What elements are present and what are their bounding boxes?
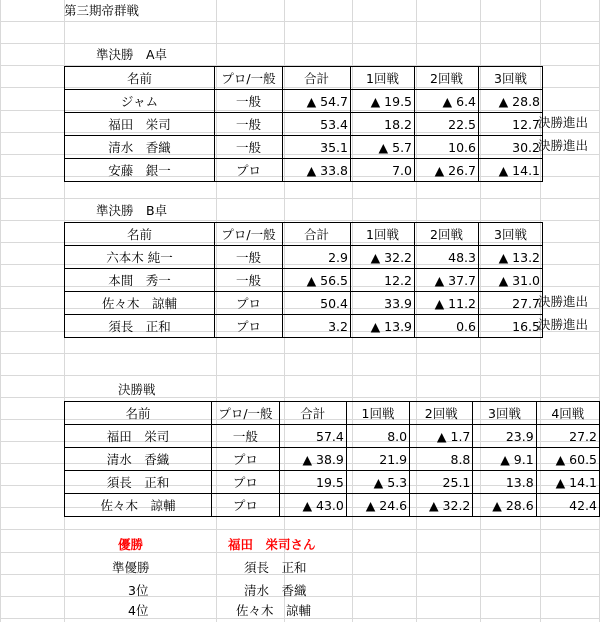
round3-cell[interactable]: ▲ 31.0 [479,269,543,292]
player-name-cell[interactable]: 福田 栄司 [65,425,212,448]
round2-cell[interactable]: 8.8 [410,448,473,471]
header-round2[interactable]: 2回戦 [410,402,473,425]
round4-cell[interactable]: 27.2 [536,425,599,448]
table-row [65,471,600,494]
header-round1[interactable]: 1回戦 [351,223,415,246]
table-row [65,90,543,113]
player-type-cell[interactable]: 一般 [212,425,280,448]
header-total[interactable]: 合計 [279,402,346,425]
semifinal-a-label: 準決勝 A卓 [96,47,168,62]
header-round2[interactable]: 2回戦 [415,223,479,246]
round1-cell[interactable]: 7.0 [351,159,415,182]
header-name[interactable]: 名前 [65,402,212,425]
advance-note: 決勝進出 [538,317,589,332]
table-row [65,315,543,338]
round1-cell[interactable]: 12.2 [351,269,415,292]
total-cell[interactable]: 19.5 [279,471,346,494]
round1-cell[interactable]: ▲ 5.3 [346,471,409,494]
player-type-cell[interactable]: 一般 [215,269,283,292]
round2-cell[interactable]: ▲ 32.2 [410,494,473,517]
round1-cell[interactable]: 33.9 [351,292,415,315]
total-cell[interactable]: 35.1 [283,136,351,159]
semifinal-b-label: 準決勝 B卓 [96,203,168,218]
player-name-cell[interactable]: 佐々木 諒輔 [65,292,215,315]
header-total[interactable]: 合計 [283,67,351,90]
header-type[interactable]: プロ/一般 [215,223,283,246]
header-round4[interactable]: 4回戦 [536,402,599,425]
round3-cell[interactable]: ▲ 28.6 [473,494,536,517]
round1-cell[interactable]: 21.9 [346,448,409,471]
table-header-row [65,402,600,425]
header-round3[interactable]: 3回戦 [479,67,543,90]
header-round1[interactable]: 1回戦 [351,67,415,90]
semifinal-b-table [64,222,543,338]
round1-cell[interactable]: 18.2 [351,113,415,136]
player-type-cell[interactable]: 一般 [215,246,283,269]
table-row [65,494,600,517]
round1-cell[interactable]: ▲ 13.9 [351,315,415,338]
round3-cell[interactable]: 12.7 [479,113,543,136]
table-row [65,159,543,182]
round2-cell[interactable]: ▲ 26.7 [415,159,479,182]
table-row [65,113,543,136]
third-place-name: 清水 香織 [244,583,307,598]
player-type-cell[interactable]: 一般 [215,136,283,159]
header-name[interactable]: 名前 [65,67,215,90]
final-label: 決勝戦 [118,382,156,397]
round3-cell[interactable]: 16.5 [479,315,543,338]
header-round3[interactable]: 3回戦 [479,223,543,246]
round3-cell[interactable]: ▲ 9.1 [473,448,536,471]
player-name-cell[interactable]: 福田 栄司 [65,113,215,136]
round2-cell[interactable]: ▲ 11.2 [415,292,479,315]
round4-cell[interactable]: 42.4 [536,494,599,517]
round3-cell[interactable]: 13.8 [473,471,536,494]
fourth-place-name: 佐々木 諒輔 [236,603,312,618]
semifinal-a-table [64,66,543,182]
round2-cell[interactable]: 22.5 [415,113,479,136]
round2-cell[interactable]: 10.6 [415,136,479,159]
player-name-cell[interactable]: 佐々木 諒輔 [65,494,212,517]
round4-cell[interactable]: ▲ 14.1 [536,471,599,494]
round3-cell[interactable]: ▲ 14.1 [479,159,543,182]
player-type-cell[interactable]: プロ [212,471,280,494]
total-cell[interactable]: ▲ 56.5 [283,269,351,292]
player-type-cell[interactable]: プロ [212,494,280,517]
header-round3[interactable]: 3回戦 [473,402,536,425]
table-row [65,292,543,315]
player-type-cell[interactable]: プロ [212,448,280,471]
table-row [65,425,600,448]
player-name-cell[interactable]: 清水 香織 [65,448,212,471]
round2-cell[interactable]: 25.1 [410,471,473,494]
header-type[interactable]: プロ/一般 [212,402,280,425]
total-cell[interactable]: ▲ 43.0 [279,494,346,517]
table-row [65,269,543,292]
total-cell[interactable]: ▲ 54.7 [283,90,351,113]
player-name-cell[interactable]: 本間 秀一 [65,269,215,292]
player-name-cell[interactable]: 六本木 純一 [65,246,215,269]
header-type[interactable]: プロ/一般 [215,67,283,90]
table-row [65,246,543,269]
player-name-cell[interactable]: 清水 香織 [65,136,215,159]
player-type-cell[interactable]: 一般 [215,90,283,113]
fourth-place-label: 4位 [128,603,149,618]
round3-cell[interactable]: ▲ 28.8 [479,90,543,113]
round3-cell[interactable]: 30.2 [479,136,543,159]
round1-cell[interactable]: ▲ 32.2 [351,246,415,269]
header-round2[interactable]: 2回戦 [415,67,479,90]
round2-cell[interactable]: ▲ 1.7 [410,425,473,448]
player-name-cell[interactable]: ジャム [65,90,215,113]
table-header-row [65,67,543,90]
second-place-label: 準優勝 [112,560,150,575]
total-cell[interactable]: 2.9 [283,246,351,269]
winner-label: 優勝 [118,537,144,552]
round1-cell[interactable]: ▲ 19.5 [351,90,415,113]
winner-name: 福田 栄司さん [228,537,316,552]
second-place-name: 須長 正和 [244,560,307,575]
round1-cell[interactable]: 8.0 [346,425,409,448]
round2-cell[interactable]: 48.3 [415,246,479,269]
player-type-cell[interactable]: 一般 [215,113,283,136]
third-place-label: 3位 [128,583,149,598]
round2-cell[interactable]: ▲ 37.7 [415,269,479,292]
round3-cell[interactable]: 23.9 [473,425,536,448]
advance-note: 決勝進出 [538,115,589,130]
round1-cell[interactable]: ▲ 5.7 [351,136,415,159]
header-total[interactable]: 合計 [283,223,351,246]
player-name-cell[interactable]: 安藤 銀一 [65,159,215,182]
advance-note: 決勝進出 [538,294,589,309]
player-type-cell[interactable]: プロ [215,292,283,315]
total-cell[interactable]: 50.4 [283,292,351,315]
round3-cell[interactable]: ▲ 13.2 [479,246,543,269]
player-type-cell[interactable]: プロ [215,159,283,182]
player-name-cell[interactable]: 須長 正和 [65,471,212,494]
round3-cell[interactable]: 27.7 [479,292,543,315]
round2-cell[interactable]: 0.6 [415,315,479,338]
total-cell[interactable]: 57.4 [279,425,346,448]
total-cell[interactable]: ▲ 38.9 [279,448,346,471]
sheet-title: 第三期帝群戦 [64,3,140,18]
header-name[interactable]: 名前 [65,223,215,246]
total-cell[interactable]: 53.4 [283,113,351,136]
advance-note: 決勝進出 [538,138,589,153]
header-round1[interactable]: 1回戦 [346,402,409,425]
table-row [65,136,543,159]
round4-cell[interactable]: ▲ 60.5 [536,448,599,471]
round1-cell[interactable]: ▲ 24.6 [346,494,409,517]
total-cell[interactable]: ▲ 33.8 [283,159,351,182]
round2-cell[interactable]: ▲ 6.4 [415,90,479,113]
table-row [65,448,600,471]
final-table [64,401,600,517]
player-type-cell[interactable]: プロ [215,315,283,338]
player-name-cell[interactable]: 須長 正和 [65,315,215,338]
table-header-row [65,223,543,246]
total-cell[interactable]: 3.2 [283,315,351,338]
